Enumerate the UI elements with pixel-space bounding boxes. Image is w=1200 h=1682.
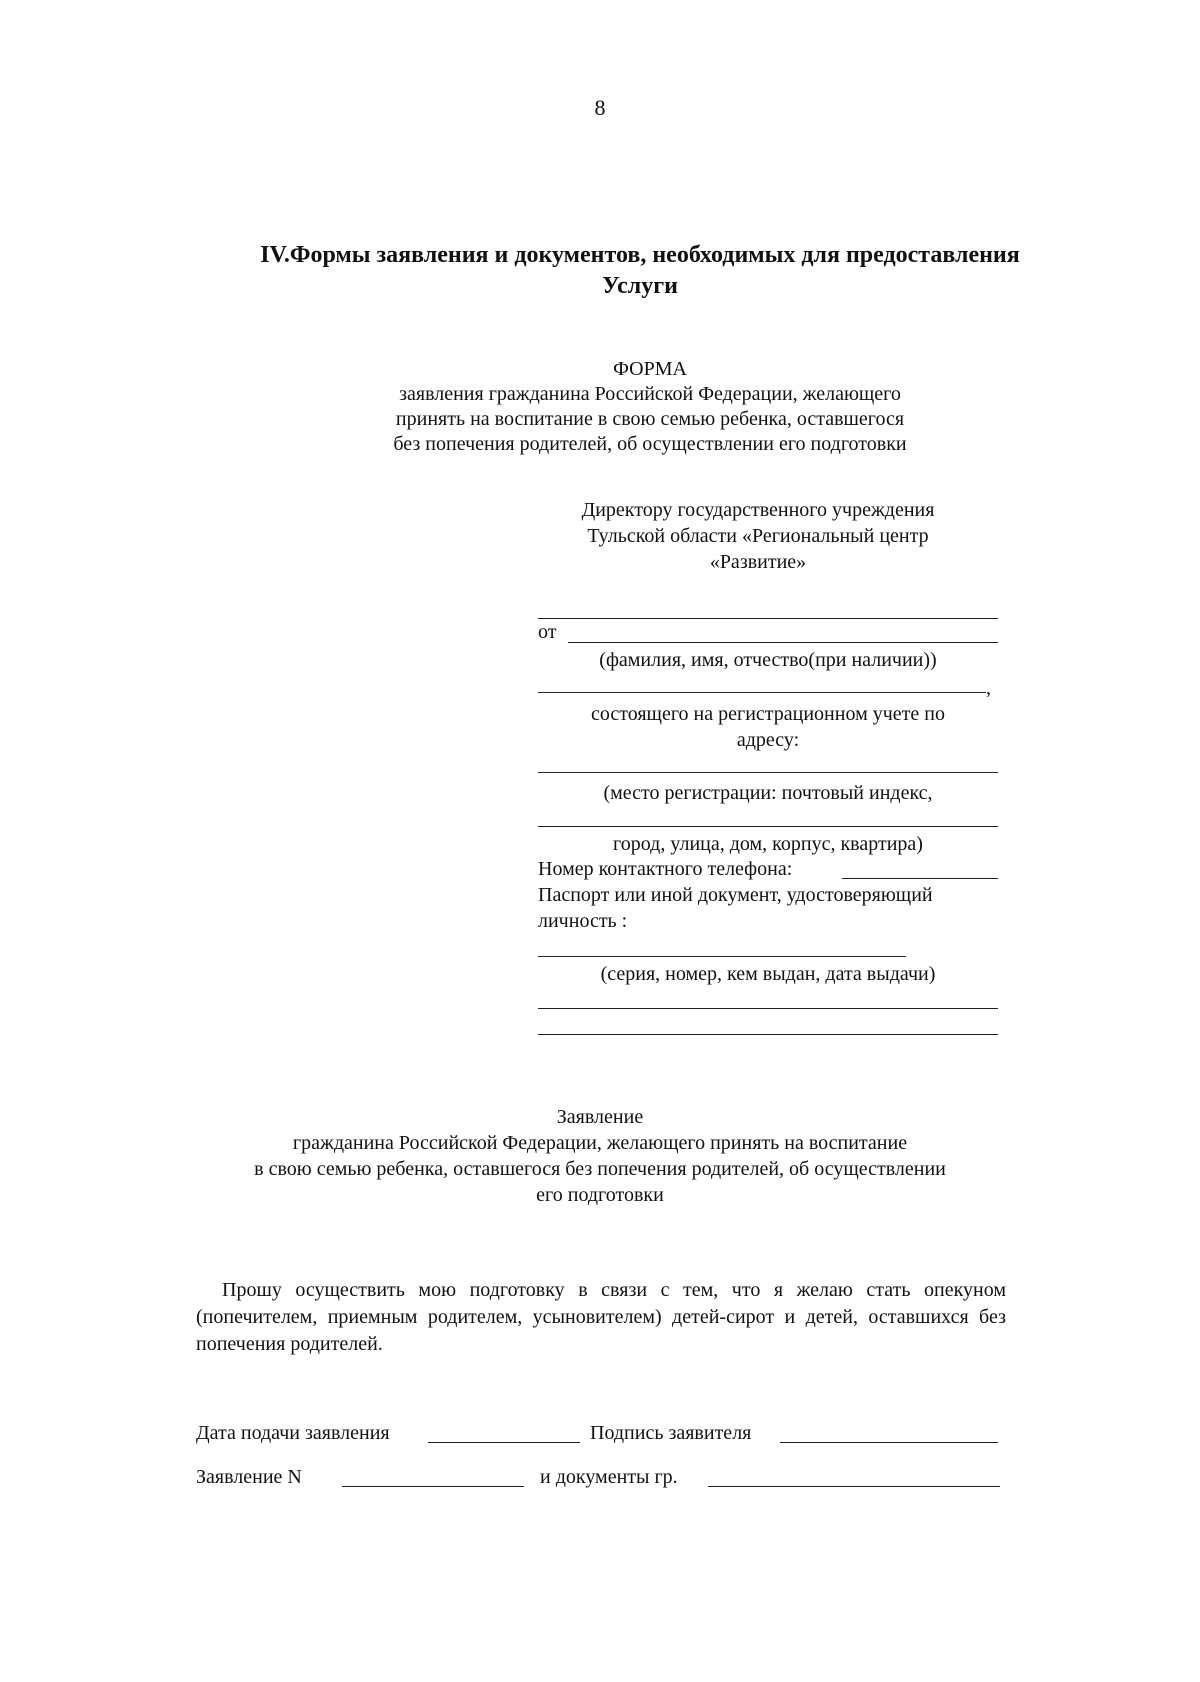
form-title <box>300 357 1000 457</box>
form-title-line3: без попечения родителей, об осуществлении его подготовки <box>393 433 907 455</box>
passport-field-1[interactable] <box>538 956 906 957</box>
registered-line1: состоящего на регистрационном учете по <box>591 703 945 725</box>
documents-field[interactable] <box>708 1486 1000 1487</box>
from-label: от <box>538 621 557 643</box>
form-title-line1: заявления гражданина Российской Федерации, желающего <box>399 383 901 405</box>
address-caption2: город, улица, дом, корпус, квартира) <box>613 833 923 855</box>
addressee <box>538 497 978 575</box>
registered-line2: адресу: <box>736 729 800 751</box>
passport-line1: Паспорт или иной документ, удостоверяющий <box>538 884 933 906</box>
statement-title-line4: его подготовки <box>536 1184 664 1206</box>
comma: , <box>986 677 991 699</box>
passport-caption: (серия, номер, кем выдан, дата выдачи) <box>600 963 936 985</box>
addressee-line1: Директору государственного учреждения <box>581 499 935 521</box>
phone-field[interactable] <box>842 878 998 879</box>
applicant-name-field[interactable] <box>568 642 998 643</box>
applicant-name-field-2[interactable] <box>538 692 986 693</box>
section-heading-line1: IV.Формы заявления и документов, необходимых для предоставления <box>260 242 1020 268</box>
phone-label: Номер контактного телефона: <box>538 858 793 880</box>
passport-line2: личность : <box>538 910 628 932</box>
page-number: 8 <box>594 95 606 120</box>
statement-title-line2: гражданина Российской Федерации, желающего принять на воспитание <box>292 1132 908 1154</box>
date-field[interactable] <box>428 1442 580 1443</box>
passport-field-2[interactable] <box>538 1008 998 1009</box>
section-heading <box>160 240 1120 302</box>
name-caption: (фамилия, имя, отчество(при наличии)) <box>599 649 937 671</box>
addressee-line2: Тульской области «Региональный центр <box>587 525 929 547</box>
statement-no-field[interactable] <box>342 1486 524 1487</box>
statement-title <box>180 1104 1020 1208</box>
passport-field-3[interactable] <box>538 1034 998 1035</box>
form-title-line2: принять на воспитание в свою семью ребенка, оставшегося <box>395 408 905 430</box>
statement-title-line3: в свою семью ребенка, оставшегося без попечения родителей, об осуществлении <box>254 1158 946 1180</box>
date-label: Дата подачи заявления <box>196 1422 390 1444</box>
form-title-label: ФОРМА <box>613 358 687 380</box>
statement-title-line1: Заявление <box>556 1106 644 1128</box>
documents-label: и документы гр. <box>540 1466 678 1488</box>
addressee-line3: «Развитие» <box>709 551 807 573</box>
signature-label: Подпись заявителя <box>590 1422 752 1444</box>
blank-line-recipient[interactable] <box>538 618 998 619</box>
statement-no-label: Заявление N <box>196 1466 302 1488</box>
request-text: Прошу осуществить мою подготовку в связи с тем, что я желаю стать опекуном (попечителем, приемным родителем, усыновителем) детей-сирот и детей, оставшихся без попечения родителей. <box>196 1279 1006 1355</box>
section-heading-line2: Услуги <box>602 273 678 299</box>
address-caption1: (место регистрации: почтовый индекс, <box>603 782 933 804</box>
address-field-1[interactable] <box>538 772 998 773</box>
signature-field[interactable] <box>780 1442 998 1443</box>
address-field-2[interactable] <box>538 826 998 827</box>
